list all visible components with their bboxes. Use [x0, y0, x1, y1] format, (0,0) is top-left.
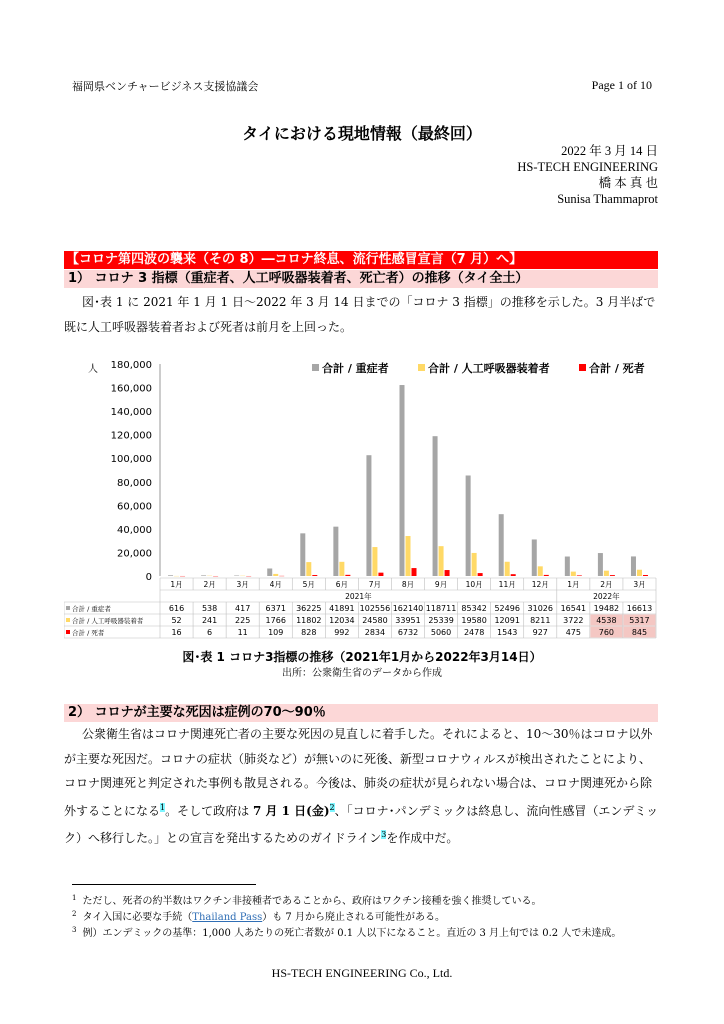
- figure-source: 出所：公衆衛生省のデータから作成: [282, 668, 442, 679]
- section-2-text-c: 、「コロナ･パンデミックは終息し、流向性感冒（エンデミック）へ移行した。」との宣言を発出するためのガイドライン: [64, 803, 659, 845]
- chart-bar: [267, 568, 272, 576]
- table-cell: 85342: [461, 604, 487, 613]
- table-cell: 845: [631, 628, 648, 637]
- section-1-paragraph: [64, 290, 660, 339]
- table-cell: 16541: [560, 604, 587, 613]
- table-cell: 417: [235, 604, 251, 613]
- chart-bar: [400, 385, 405, 576]
- footnote-3-number: 3: [72, 925, 77, 934]
- table-cell: 1543: [497, 628, 518, 637]
- table-cell: 2478: [463, 628, 485, 637]
- chart-bar: [312, 575, 317, 576]
- table-cell: 16613: [626, 604, 653, 613]
- table-cell: 760: [598, 628, 615, 637]
- legend-swatch: [579, 364, 586, 371]
- footnote-ref-2[interactable]: 2: [329, 802, 335, 812]
- page-footer: HS-TECH ENGINEERING Co., Ltd.: [271, 966, 453, 980]
- x-tick-label: 8月: [401, 580, 415, 589]
- table-cell: 5317: [629, 616, 650, 625]
- x-tick-label: 2月: [203, 580, 216, 589]
- author-name-2: Sunisa Thammaprot: [557, 192, 658, 206]
- x-tick-label: 1月: [170, 580, 183, 589]
- footnote-divider: [72, 884, 256, 885]
- section-1-heading: 1） コロナ 3 指標（重症者、人工呼吸器装着者、死亡者）の推移（タイ全土）: [64, 270, 658, 288]
- x-tick-label: 7月: [368, 580, 382, 589]
- footnote-1-number: 1: [72, 893, 77, 902]
- covid-indicators-chart: [64, 352, 658, 652]
- footnote-2-pre: タイ入国に必要な手続（: [82, 912, 193, 923]
- year-label: 2021年: [345, 592, 372, 601]
- chart-bar: [532, 539, 537, 576]
- y-tick-label: 100,000: [110, 454, 152, 466]
- table-cell: 6732: [397, 628, 419, 637]
- table-cell: 19482: [593, 604, 620, 613]
- main-section-heading: 【コロナ第四波の襲来（その 8）―コロナ終息、流行性感冒宣言（7 月）へ】: [64, 251, 658, 269]
- table-cell: 8211: [530, 616, 551, 625]
- footnote-3: [72, 924, 621, 939]
- table-cell: 36225: [296, 604, 322, 613]
- chart-bar: [538, 566, 543, 576]
- x-tick-label: 3月: [633, 580, 646, 589]
- x-tick-label: 5月: [302, 580, 315, 589]
- footnote-1-text: ただし、死者の約半数はワクチン非接種者であることから、政府はワクチン接種を強く推奨している。: [82, 896, 542, 907]
- chart-bar: [439, 546, 444, 576]
- chart-svg: [64, 352, 658, 652]
- footnote-2-post: ）も 7 月から廃止される可能性がある。: [262, 912, 445, 923]
- table-cell: 11802: [296, 616, 322, 625]
- section-2-text-b: 。そして政府は: [165, 803, 253, 818]
- thailand-pass-link[interactable]: Thailand Pass: [192, 912, 263, 923]
- table-cell: 19580: [461, 616, 487, 625]
- x-tick-label: 10月: [465, 580, 483, 589]
- chart-bar: [499, 514, 504, 576]
- y-tick-label: 140,000: [110, 407, 152, 419]
- chart-bar: [306, 562, 311, 576]
- table-row-label: 合計 / 人工呼吸器装着者: [72, 617, 144, 625]
- table-cell: 118711: [425, 604, 457, 613]
- y-tick-label: 180,000: [110, 360, 152, 371]
- table-cell: 11: [237, 628, 248, 637]
- x-tick-label: 1月: [567, 580, 580, 589]
- chart-bar: [378, 573, 383, 576]
- table-row-swatch: [66, 618, 70, 622]
- chart-bar: [637, 570, 642, 576]
- y-tick-label: 40,000: [117, 524, 152, 536]
- chart-bar: [631, 556, 636, 576]
- y-tick-label: 80,000: [117, 477, 152, 489]
- table-row-swatch: [66, 630, 70, 634]
- table-cell: 52496: [494, 604, 520, 613]
- document-date: 2022 年 3 月 14 日: [561, 144, 658, 158]
- page-number: Page 1 of 10: [591, 78, 652, 92]
- chart-bar: [604, 571, 609, 576]
- chart-bar: [598, 553, 603, 576]
- chart-bar: [412, 568, 417, 576]
- footnote-3-text: 例）エンデミックの基準：1,000 人あたりの死亡者数が 0.1 人以下になること。直近の 3 月上旬では 0.2 人で未達成。: [82, 928, 622, 939]
- section-2-text: [64, 722, 660, 851]
- y-unit-label: 人: [88, 364, 98, 375]
- section-2-paragraph: [64, 722, 660, 851]
- x-tick-label: 12月: [531, 580, 549, 589]
- section-2-text-d: を作成中だ。: [386, 831, 459, 845]
- table-row-label: 合計 / 重症者: [72, 605, 111, 613]
- table-cell: 24580: [362, 616, 388, 625]
- header-organization: 福岡県ベンチャービジネス支援協議会: [72, 80, 259, 93]
- document-meta: [517, 143, 658, 207]
- chart-bar: [366, 455, 371, 576]
- footnote-2-number: 2: [72, 909, 77, 918]
- table-cell: 162140: [392, 604, 424, 613]
- chart-bar: [577, 575, 582, 576]
- section-2-text-a: 公衆衛生省はコロナ関連死亡者の主要な死因の見直しに着手した。それによると、10～30％はコロナ以外が主要な死因だ。コロナの症状（肺炎など）が無いのに死後、新型コロナウィルスが検出されたことにより、コロナ関連死と判定された事例も散見される。今後は、肺炎の症状が見られない場合は、コロナ関連死から除外することになる: [64, 727, 653, 818]
- y-tick-label: 160,000: [110, 383, 152, 395]
- footnote-2: [72, 908, 445, 923]
- table-cell: 109: [268, 628, 284, 637]
- author-name: 橋 本 真 也: [598, 176, 658, 190]
- legend-swatch: [418, 364, 425, 371]
- table-cell: 6: [207, 628, 213, 637]
- table-cell: 12034: [329, 616, 355, 625]
- table-cell: 2834: [364, 628, 386, 637]
- chart-bar: [345, 575, 350, 576]
- chart-bar: [478, 573, 483, 576]
- legend-label: 合計 / 重症者: [322, 362, 389, 375]
- table-cell: 475: [565, 628, 581, 637]
- chart-bar: [300, 533, 305, 576]
- section-2-heading: 2） コロナが主要な死因は症例の70～90％: [64, 704, 658, 722]
- table-cell: 6371: [265, 604, 286, 613]
- table-cell: 16: [171, 628, 182, 637]
- y-tick-label: 0: [145, 572, 152, 583]
- table-cell: 992: [334, 628, 350, 637]
- chart-bar: [372, 547, 377, 576]
- chart-bar: [505, 562, 510, 576]
- chart-bar: [472, 553, 477, 576]
- chart-bar: [571, 572, 576, 576]
- chart-bar: [445, 570, 450, 576]
- x-tick-label: 2月: [600, 580, 613, 589]
- table-cell: 5060: [430, 628, 452, 637]
- chart-bar: [511, 574, 516, 576]
- table-cell: 33951: [395, 616, 421, 625]
- chart-bar: [433, 436, 438, 576]
- table-cell: 102556: [359, 604, 391, 613]
- table-cell: 25339: [428, 616, 454, 625]
- chart-bar: [168, 575, 173, 576]
- chart-bar: [273, 574, 278, 576]
- x-tick-label: 4月: [269, 580, 282, 589]
- page-title: タイにおける現地情報（最終回）: [242, 124, 482, 143]
- table-row-swatch: [66, 606, 70, 610]
- section-1-text: 図･表 1 に 2021 年 1 月 1 日～2022 年 3 月 14 日までの「コロナ 3 指標」の推移を示した。3 月半ばで既に人工呼吸器装着者および死者は前月を上回った。: [64, 295, 656, 334]
- table-cell: 225: [235, 616, 251, 625]
- chart-bar: [466, 475, 471, 576]
- year-label: 2022年: [593, 592, 620, 601]
- table-row-label: 合計 / 死者: [72, 629, 105, 637]
- footnote-ref-1[interactable]: 1: [160, 802, 166, 812]
- table-cell: 828: [301, 628, 317, 637]
- chart-bar: [339, 562, 344, 576]
- y-tick-label: 20,000: [117, 548, 152, 560]
- table-cell: 241: [201, 616, 218, 625]
- chart-bar: [610, 575, 615, 576]
- table-cell: 3722: [563, 616, 584, 625]
- chart-bar: [643, 575, 648, 576]
- table-cell: 52: [171, 616, 182, 625]
- table-cell: 538: [201, 604, 218, 613]
- chart-bar: [406, 536, 411, 576]
- table-cell: 927: [532, 628, 548, 637]
- x-tick-label: 3月: [236, 580, 249, 589]
- x-tick-label: 11月: [498, 580, 516, 589]
- footnote-1: [72, 892, 541, 907]
- table-cell: 616: [168, 604, 185, 613]
- legend-label: 合計 / 人工呼吸器装着者: [428, 362, 550, 375]
- chart-bar: [333, 527, 338, 576]
- footnote-ref-3[interactable]: 3: [381, 830, 387, 839]
- x-tick-label: 9月: [434, 580, 448, 589]
- chart-bar: [201, 575, 206, 576]
- company-name: HS-TECH ENGINEERING: [517, 160, 658, 174]
- section-2-date: 7 月 1 日(金): [252, 803, 330, 818]
- table-cell: 31026: [527, 604, 553, 613]
- y-tick-label: 60,000: [117, 501, 152, 513]
- table-cell: 12091: [494, 616, 520, 625]
- x-tick-label: 6月: [335, 580, 349, 589]
- table-cell: 1766: [265, 616, 286, 625]
- y-tick-label: 120,000: [110, 430, 152, 442]
- chart-bar: [565, 557, 570, 576]
- figure-caption: 図･表 1 コロナ3指標の推移（2021年1月から2022年3月14日）: [182, 650, 542, 664]
- chart-bar: [544, 575, 549, 576]
- table-cell: 41891: [329, 604, 355, 613]
- table-cell: 4538: [596, 616, 617, 625]
- legend-swatch: [312, 364, 319, 371]
- legend-label: 合計 / 死者: [589, 362, 645, 375]
